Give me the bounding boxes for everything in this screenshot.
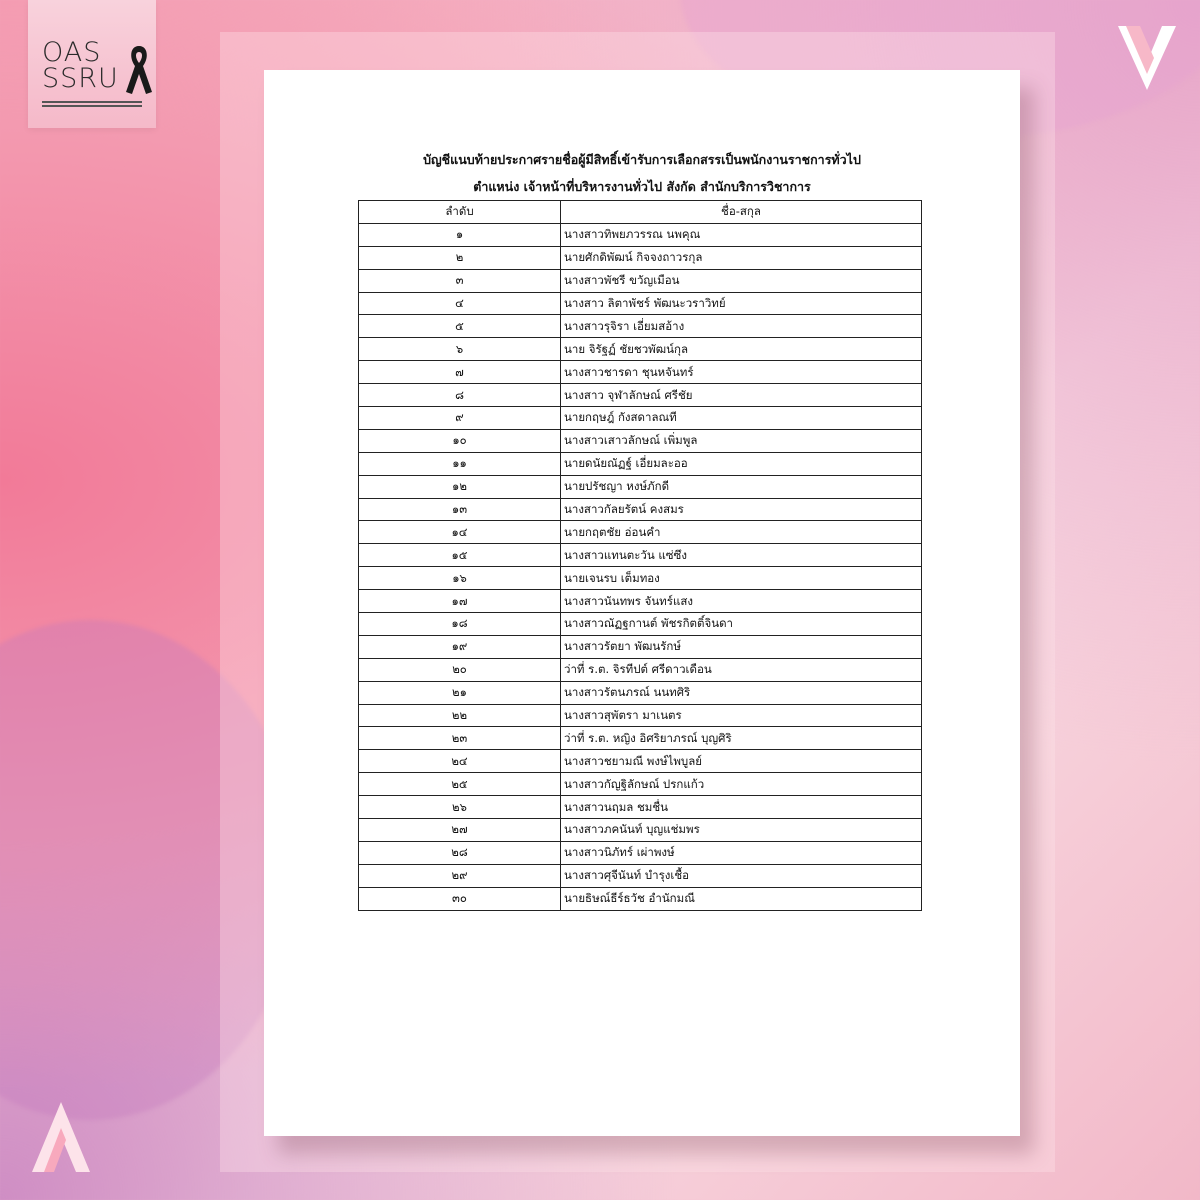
row-name: นางสาวชารดา ชุนหจันทร์ <box>561 361 922 384</box>
row-name: นางสาวนฤมล ชมชื่น <box>561 796 922 819</box>
table-row <box>359 796 922 819</box>
row-number: ๒๒ <box>359 704 561 727</box>
row-name: นางสาวสุพัตรา มาเนตร <box>561 704 922 727</box>
table-row <box>359 590 922 613</box>
row-name: นายศักดิพัฒน์ กิจจงถาวรกุล <box>561 246 922 269</box>
row-number: ๒๖ <box>359 796 561 819</box>
table-row <box>359 841 922 864</box>
row-number: ๒๙ <box>359 864 561 887</box>
row-number: ๓๐ <box>359 887 561 910</box>
row-number: ๑๗ <box>359 590 561 613</box>
row-number: ๒๐ <box>359 658 561 681</box>
row-number: ๖ <box>359 338 561 361</box>
table-row <box>359 475 922 498</box>
column-header-number: ลำดับ <box>359 201 561 224</box>
table-row <box>359 750 922 773</box>
row-name: ว่าที่ ร.ต. จิรทีปต์ ศรีดาวเดือน <box>561 658 922 681</box>
row-name: นางสาวศุจีนันท์ บำรุงเชื้อ <box>561 864 922 887</box>
row-number: ๒๓ <box>359 727 561 750</box>
row-name: นางสาวรัตนภรณ์ นนทศิริ <box>561 681 922 704</box>
table-row <box>359 498 922 521</box>
document-title: บัญชีแนบท้ายประกาศรายชื่อผู้มีสิทธิ์เข้ารับการเลือกสรรเป็นพนักงานราชการทั่วไป <box>423 152 861 167</box>
table-row <box>359 773 922 796</box>
row-number: ๑๓ <box>359 498 561 521</box>
table-row <box>359 269 922 292</box>
row-name: นายดนัยณัฏฐ์ เอี่ยมละออ <box>561 452 922 475</box>
logo-wordmark <box>42 37 119 94</box>
row-number: ๘ <box>359 384 561 407</box>
row-number: ๑๖ <box>359 567 561 590</box>
row-number: ๑๔ <box>359 521 561 544</box>
row-name: นางสาวกัญฐิลักษณ์ ปรกแก้ว <box>561 773 922 796</box>
row-number: ๔ <box>359 292 561 315</box>
row-name: นางสาวแทนตะวัน แซ่ซึง <box>561 544 922 567</box>
row-number: ๑๘ <box>359 613 561 636</box>
table-row <box>359 429 922 452</box>
row-number: ๑๙ <box>359 635 561 658</box>
table-header-row <box>359 201 922 224</box>
row-name: นางสาวรุจิรา เอี่ยมสอ้าง <box>561 315 922 338</box>
table-row <box>359 292 922 315</box>
row-number: ๗ <box>359 361 561 384</box>
table-row <box>359 452 922 475</box>
table-row <box>359 361 922 384</box>
row-number: ๒๕ <box>359 773 561 796</box>
table-row <box>359 613 922 636</box>
table-row <box>359 338 922 361</box>
row-number: ๑๑ <box>359 452 561 475</box>
table-row <box>359 819 922 842</box>
row-number: ๒๘ <box>359 841 561 864</box>
row-name: นายปรัชญา หงษ์ภักดี <box>561 475 922 498</box>
row-number: ๒๔ <box>359 750 561 773</box>
chevron-down-icon <box>1116 18 1178 98</box>
logo-line-1: OAS <box>42 37 102 68</box>
row-number: ๑๐ <box>359 429 561 452</box>
mourning-ribbon-icon <box>124 44 154 96</box>
candidate-table <box>358 200 922 911</box>
row-name: นางสาวชยามณี พงษ์ไพบูลย์ <box>561 750 922 773</box>
row-name: นาย จิรัฐฏ์ ชัยชวพัฒน์กุล <box>561 338 922 361</box>
document-page <box>264 70 1020 1136</box>
table-row <box>359 223 922 246</box>
row-number: ๕ <box>359 315 561 338</box>
table-row <box>359 681 922 704</box>
row-number: ๒๗ <box>359 819 561 842</box>
row-name: นายกฤษฎ์ กังสดาลณที <box>561 407 922 430</box>
column-header-name: ชื่อ-สกุล <box>561 201 922 224</box>
table-row <box>359 635 922 658</box>
chevron-up-icon <box>30 1092 92 1176</box>
table-row <box>359 887 922 910</box>
table-row <box>359 567 922 590</box>
row-name: นางสาวกัลยรัตน์ คงสมร <box>561 498 922 521</box>
brand-logo <box>28 0 156 128</box>
row-name: นางสาวทิพยภวรรณ นพคุณ <box>561 223 922 246</box>
table-row <box>359 384 922 407</box>
row-name: นางสาวณัฏฐกานต์ พัชรกิตติ์จินดา <box>561 613 922 636</box>
row-name: นางสาว ลิตาพัชร์ พัฒนะวราวิทย์ <box>561 292 922 315</box>
table-row <box>359 704 922 727</box>
logo-line-2: SSRU <box>42 63 119 94</box>
row-name: นางสาวรัตยา พัฒนรักษ์ <box>561 635 922 658</box>
row-name: ว่าที่ ร.ต. หญิง อิศริยาภรณ์ บุญศิริ <box>561 727 922 750</box>
row-number: ๒๑ <box>359 681 561 704</box>
table-row <box>359 407 922 430</box>
row-number: ๑๕ <box>359 544 561 567</box>
row-name: นายเจนรบ เต็มทอง <box>561 567 922 590</box>
row-name: นางสาวพัชรี ขวัญเมือน <box>561 269 922 292</box>
table-row <box>359 864 922 887</box>
logo-tagline-lines <box>42 101 142 107</box>
row-name: นางสาว จุฬาลักษณ์ ศรีชัย <box>561 384 922 407</box>
table-row <box>359 246 922 269</box>
row-name: นางสาวนิภัทร์ เผ่าพงษ์ <box>561 841 922 864</box>
row-number: ๑๒ <box>359 475 561 498</box>
table-body <box>359 223 922 910</box>
row-name: นางสาวนันทพร จันทร์แสง <box>561 590 922 613</box>
row-name: นางสาวภคนันท์ บุญแช่มพร <box>561 819 922 842</box>
table-row <box>359 521 922 544</box>
row-number: ๑ <box>359 223 561 246</box>
row-number: ๓ <box>359 269 561 292</box>
table-row <box>359 727 922 750</box>
row-name: นางสาวเสาวลักษณ์ เพิ่มพูล <box>561 429 922 452</box>
document-subtitle: ตำแหน่ง เจ้าหน้าที่บริหารงานทั่วไป สังกัด สำนักบริการวิชาการ <box>473 179 811 194</box>
row-number: ๒ <box>359 246 561 269</box>
table-row <box>359 544 922 567</box>
row-name: นายธิษณ์ธีร์ธวัช อำนักมณี <box>561 887 922 910</box>
row-name: นายกฤตชัย อ่อนคำ <box>561 521 922 544</box>
table-row <box>359 315 922 338</box>
table-row <box>359 658 922 681</box>
row-number: ๙ <box>359 407 561 430</box>
